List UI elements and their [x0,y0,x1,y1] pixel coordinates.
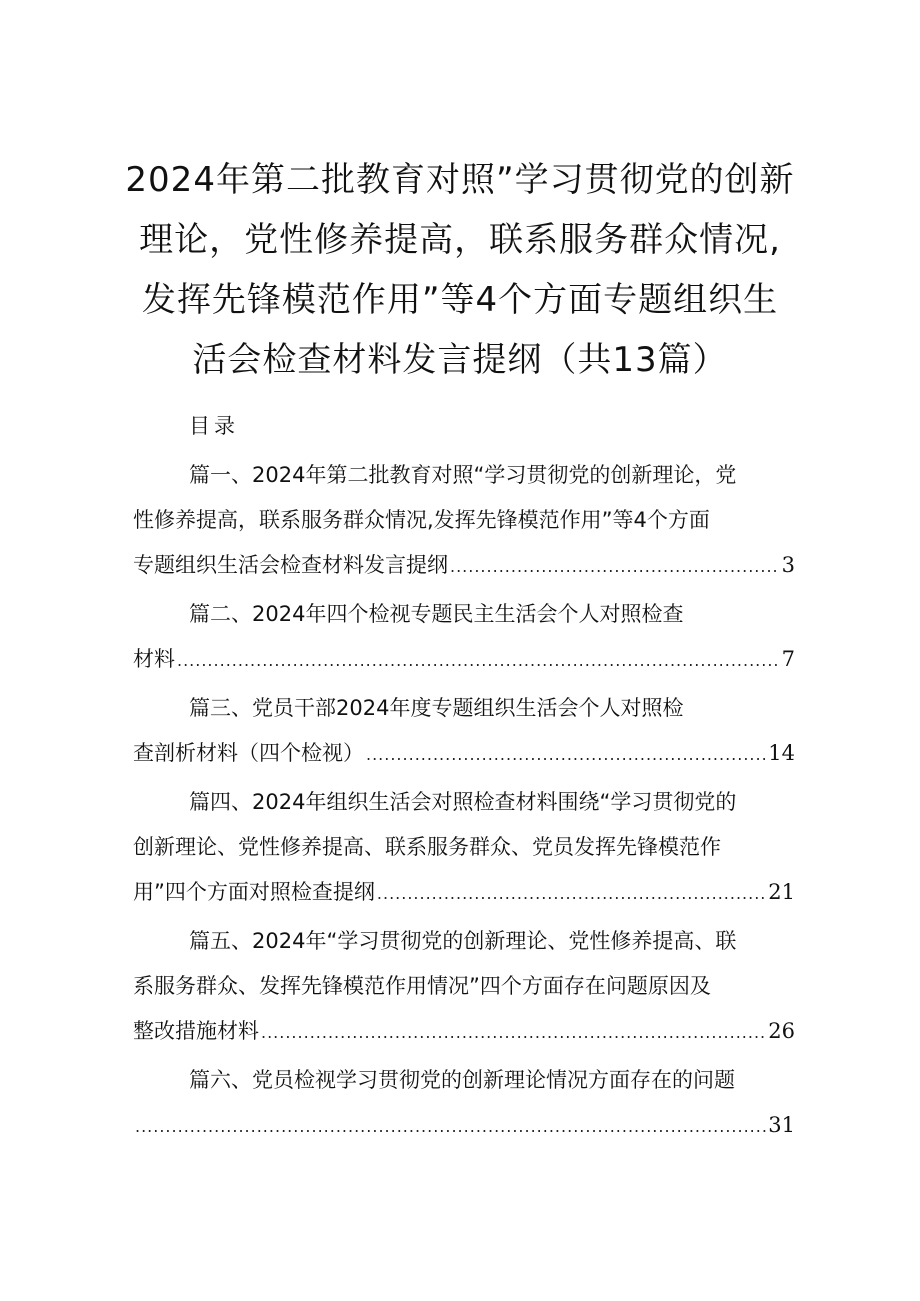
dot-leader [177,638,780,683]
toc-entry-text: 材料 [133,647,175,671]
toc-entry[interactable] [133,686,795,776]
toc-entry[interactable] [133,453,795,588]
title-line-2: 理论，党性修养提高，联系服务群众情况, [139,220,781,260]
toc-entry-text: 篇一、2024年第二批教育对照“学习贯彻党的创新理论，党 [189,463,737,487]
toc-entry-text: 整改措施材料 [133,1019,259,1043]
toc-entry-last-line [133,637,795,682]
title-line-3: 发挥先锋模范作用”等4个方面专题组织生 [141,280,779,320]
toc-entry[interactable] [133,780,795,915]
toc-page-number: 21 [768,880,795,904]
toc-entry-last-line [133,731,795,776]
dot-leader [377,871,766,916]
title-line-1: 2024年第二批教育对照”学习贯彻党的创新 [125,160,795,200]
toc-entry-text: 篇三、党员干部2024年度专题组织生活会个人对照检 [189,696,684,720]
toc-entry-text: 系服务群众、发挥先锋模范作用情况”四个方面存在问题原因及 [133,974,711,998]
toc-page-number: 31 [768,1113,795,1137]
toc-entry-last-line [133,870,795,915]
toc-entry-last-line [133,1103,795,1148]
dot-leader [450,544,780,589]
toc-entry-text: 查剖析材料（四个检视） [133,741,364,765]
toc-entry-text: 篇二、2024年四个检视专题民主生活会个人对照检查 [189,602,684,626]
dot-leader [261,1010,766,1055]
toc-entry-text: 篇五、2024年“学习贯彻党的创新理论、党性修养提高、联 [189,929,737,953]
toc-entry[interactable] [133,1058,795,1148]
toc-entry-last-line [133,1009,795,1054]
toc-entry[interactable] [133,592,795,682]
dot-leader [366,732,766,777]
toc-entry-text: 篇四、2024年组织生活会对照检查材料围绕“学习贯彻党的 [189,790,737,814]
toc-page-number: 7 [781,647,795,671]
toc-entry-text: 专题组织生活会检查材料发言提纲 [133,553,448,577]
toc-entry-text: 篇六、党员检视学习贯彻党的创新理论情况方面存在的问题 [189,1068,735,1092]
toc-entry-last-line [133,543,795,588]
toc-heading: 目录 [189,414,239,438]
toc-page-number: 26 [768,1019,795,1043]
toc-entry-text: 性修养提高，联系服务群众情况,发挥先锋模范作用”等4个方面 [133,508,710,532]
title-line-4: 活会检查材料发言提纲（共13篇） [192,340,728,380]
toc-entry-text: 创新理论、党性修养提高、联系服务群众、党员发挥先锋模范作 [133,835,721,859]
toc-page-number: 3 [781,553,795,577]
toc-entry-text: 用”四个方面对照检查提纲 [133,880,375,904]
document-title [90,150,830,390]
dot-leader [135,1104,766,1149]
toc-page-number: 14 [768,741,795,765]
toc-entry[interactable] [133,919,795,1054]
table-of-contents [133,453,795,1152]
